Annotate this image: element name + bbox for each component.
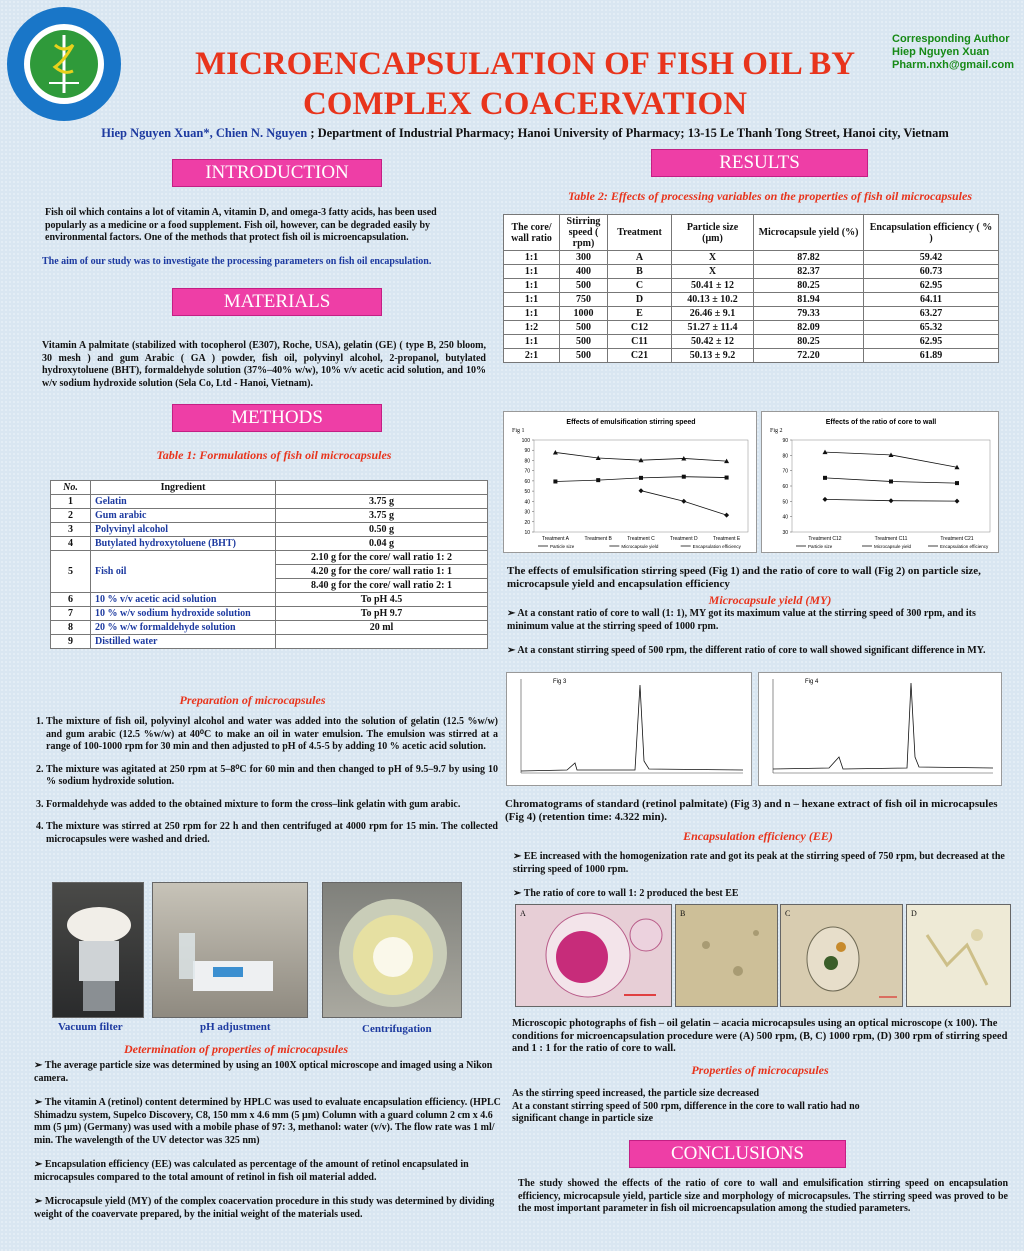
table-cell: 64.11 bbox=[864, 293, 999, 307]
authors-line bbox=[0, 126, 1024, 141]
row-ingredient: Polyvinyl alcohol bbox=[91, 523, 276, 537]
author-names: Hiep Nguyen Xuan*, Chien N. Nguyen bbox=[101, 126, 308, 140]
data-point bbox=[823, 476, 827, 480]
table-cell: C21 bbox=[608, 349, 672, 363]
row-amount: 8.40 g for the core/ wall ratio 2: 1 bbox=[276, 579, 488, 593]
table-row bbox=[51, 537, 488, 551]
my-point: ➢ At a constant stirring speed of 500 rpm, the different ratio of core to wall showed significant difference in MY. bbox=[507, 645, 986, 656]
table-row bbox=[51, 607, 488, 621]
photo-caption-vacuum: Vacuum filter bbox=[58, 1021, 123, 1033]
row-no: 1 bbox=[51, 495, 91, 509]
table-cell: 400 bbox=[560, 265, 608, 279]
table-cell: 51.27 ± 11.4 bbox=[672, 321, 754, 335]
y-tick-label: 40 bbox=[782, 514, 788, 521]
row-no: 7 bbox=[51, 607, 91, 621]
table-row bbox=[504, 307, 999, 321]
table1-caption: Table 1: Formulations of fish oil microcapsules bbox=[156, 448, 392, 462]
table-cell: 500 bbox=[560, 321, 608, 335]
table-cell: C11 bbox=[608, 335, 672, 349]
table-cell: X bbox=[672, 265, 754, 279]
legend-label: Encapsulation efficiency bbox=[940, 544, 989, 549]
chart-legend bbox=[796, 544, 989, 549]
table-cell: B bbox=[608, 265, 672, 279]
y-tick-label: 60 bbox=[524, 478, 530, 485]
my-heading: Microcapsule yield (MY) bbox=[708, 593, 832, 607]
ee-point: ➢ The ratio of core to wall 1: 2 produced the best EE bbox=[513, 888, 739, 899]
data-point bbox=[889, 479, 893, 483]
step-item: 4. The mixture was stirred at 250 rpm for 22 h and then centrifuged at 4000 rpm for 15 min. The collected microcapsules were washed and dried. bbox=[46, 821, 498, 846]
row-no: 6 bbox=[51, 593, 91, 607]
table-cell: 82.37 bbox=[754, 265, 864, 279]
table-row bbox=[504, 251, 999, 265]
table-row bbox=[51, 621, 488, 635]
x-tick-label: Treatment C bbox=[627, 536, 655, 542]
row-amount: 3.75 g bbox=[276, 509, 488, 523]
title-line-1: MICROENCAPSULATION OF FISH OIL BY bbox=[194, 46, 856, 82]
table-cell: C12 bbox=[608, 321, 672, 335]
determination-item: ➢ Encapsulation efficiency (EE) was calculated as percentage of the amount of retinol encapsulated in microcapsules compared to the total amount of retinol in fish oil material added. bbox=[34, 1159, 469, 1183]
row-amount: 4.20 g for the core/ wall ratio 1: 1 bbox=[276, 565, 488, 579]
row-no: 3 bbox=[51, 523, 91, 537]
corresponding-email: Pharm.nxh@gmail.com bbox=[892, 59, 1014, 71]
micrograph-label: C bbox=[785, 909, 791, 918]
properties-heading: Properties of microcapsules bbox=[691, 1063, 829, 1077]
table-row bbox=[51, 495, 488, 509]
table-cell: 60.73 bbox=[864, 265, 999, 279]
preparation-steps bbox=[32, 716, 498, 856]
table-cell: 26.46 ± 9.1 bbox=[672, 307, 754, 321]
table-header: Treatment bbox=[608, 215, 672, 251]
table-header: The core/ wall ratio bbox=[504, 215, 560, 251]
table-header: Ingredient bbox=[91, 481, 276, 495]
row-amount: To pH 9.7 bbox=[276, 607, 488, 621]
preparation-heading: Preparation of microcapsules bbox=[179, 693, 326, 707]
row-no: 2 bbox=[51, 509, 91, 523]
conclusions-text: The study showed the effects of the ratio of core to wall and emulsification stirring speed on encapsulation efficiency, microcapsule yield, particle size and morphology of microcapsules. The stirring speed was proved to be the most important parameter in fish oil microencapsulation among the studied parameters. bbox=[518, 1178, 1008, 1214]
table-header: Particle size (μm) bbox=[672, 215, 754, 251]
legend-label: Microcapsule yield bbox=[874, 544, 912, 549]
table-header: Encapsulation efficiency ( % ) bbox=[864, 215, 999, 251]
poster-title bbox=[150, 44, 900, 124]
x-tick-label: Treatment C12 bbox=[808, 536, 842, 542]
legend-label: Encapsulation efficiency bbox=[692, 544, 741, 549]
photo-caption-ph: pH adjustment bbox=[200, 1021, 271, 1033]
micrograph-label: D bbox=[911, 909, 917, 918]
corresponding-author bbox=[892, 33, 1014, 72]
affiliation: ; Department of Industrial Pharmacy; Hanoi University of Pharmacy; 13-15 Le Thanh Tong Street, Hanoi city, Vietnam bbox=[307, 126, 949, 140]
data-point bbox=[596, 478, 600, 482]
row-ingredient: 20 % w/w formaldehyde solution bbox=[91, 621, 276, 635]
legend-label: Particle size bbox=[808, 544, 833, 549]
chart-title: Effects of emulsification stirring speed bbox=[566, 419, 696, 426]
y-tick-label: 30 bbox=[782, 530, 788, 536]
methods-heading: METHODS bbox=[172, 404, 382, 432]
table-cell: 61.89 bbox=[864, 349, 999, 363]
chromatogram-fig4 bbox=[758, 672, 1002, 786]
fig4-label: Fig 4 bbox=[805, 679, 819, 685]
table-row bbox=[51, 593, 488, 607]
row-ingredient: 10 % v/v acetic acid solution bbox=[91, 593, 276, 607]
table-row bbox=[504, 279, 999, 293]
table-cell: 500 bbox=[560, 279, 608, 293]
table-row bbox=[504, 293, 999, 307]
ee-points bbox=[513, 851, 1009, 901]
legend-label: Microcapsule yield bbox=[621, 544, 659, 549]
results-heading: RESULTS bbox=[651, 149, 868, 177]
table-cell: 50.42 ± 12 bbox=[672, 335, 754, 349]
properties-line: As the stirring speed increased, the particle size decreased bbox=[512, 1088, 760, 1099]
introduction-aim: The aim of our study was to investigate the processing parameters on fish oil encapsulation. bbox=[42, 256, 432, 267]
chart-legend bbox=[538, 544, 742, 549]
figure-caption: The effects of emulsification stirring speed (Fig 1) and the ratio of core to wall (Fig 2) on particle size, microcapsule yield and encapsulation efficiency bbox=[507, 565, 981, 590]
corresponding-name: Hiep Nguyen Xuan bbox=[892, 46, 990, 58]
row-no: 5 bbox=[51, 551, 91, 593]
micrograph-label: A bbox=[520, 909, 526, 918]
x-tick-label: Treatment C11 bbox=[874, 536, 908, 542]
y-tick-label: 20 bbox=[524, 519, 530, 526]
corresponding-label: Corresponding Author bbox=[892, 33, 1010, 45]
table-cell: 40.13 ± 10.2 bbox=[672, 293, 754, 307]
introduction-text: Fish oil which contains a lot of vitamin A, vitamin D, and omega-3 fatty acids, has been used popularly as a medicine or a food supplement. Fish oil, however, can be degraded easily by environmental factors. One of the methods that protect fish oil is microencapsulation. bbox=[45, 207, 437, 243]
micrograph-caption: Microscopic photographs of fish – oil gelatin – acacia microcapsules using an optical microscope (x 100). The conditions for microencapsulation procedure were (A) 500 rpm, (B, C) 1000 rpm, (D) 300 rpm of stirring speed and 1 : 1 for the ratio of core to wall. bbox=[512, 1018, 1008, 1054]
table-header-row bbox=[504, 215, 999, 251]
table-cell: 81.94 bbox=[754, 293, 864, 307]
y-tick-label: 40 bbox=[524, 499, 530, 506]
table2-caption: Table 2: Effects of processing variables on the properties of fish oil microcapsules bbox=[568, 189, 972, 203]
table-header-row bbox=[51, 481, 488, 495]
determination-item: ➢ The vitamin A (retinol) content determined by HPLC was used to evaluate encapsulation efficiency. (HPLC Shimadzu system, Supelco Discovery, C8, 150 mm x 4.6 mm (5 μm) Column with a guard column 2 cm x 4.6 mm (5 μm) (Germany) was used with a mobile phase of 97: 3, methanol: water (v/v). The flow rate was 1 ml/ min. The wavelength of the UV detector was 325 nm) bbox=[34, 1097, 501, 1146]
ee-heading: Encapsulation efficiency (EE) bbox=[683, 829, 833, 843]
my-points bbox=[507, 608, 999, 658]
row-amount: 0.04 g bbox=[276, 537, 488, 551]
table-row bbox=[504, 265, 999, 279]
row-ingredient: 10 % w/v sodium hydroxide solution bbox=[91, 607, 276, 621]
data-point bbox=[725, 476, 729, 480]
table-cell: 1000 bbox=[560, 307, 608, 321]
table-cell: 63.27 bbox=[864, 307, 999, 321]
determination-heading: Determination of properties of microcapsules bbox=[124, 1042, 348, 1056]
photo-caption-centrifugation: Centrifugation bbox=[362, 1023, 432, 1035]
y-tick-label: 70 bbox=[524, 468, 530, 475]
y-tick-label: 100 bbox=[521, 438, 530, 444]
table-cell: 65.32 bbox=[864, 321, 999, 335]
table-cell: 80.25 bbox=[754, 335, 864, 349]
table-cell: 1:1 bbox=[504, 307, 560, 321]
row-ingredient: Fish oil bbox=[91, 551, 276, 593]
row-amount: 3.75 g bbox=[276, 495, 488, 509]
y-tick-label: 80 bbox=[782, 453, 788, 460]
row-no: 8 bbox=[51, 621, 91, 635]
legend-label: Particle size bbox=[550, 544, 575, 549]
x-tick-label: Treatment A bbox=[541, 536, 569, 542]
properties-text bbox=[512, 1088, 884, 1126]
micrograph-b bbox=[675, 904, 778, 1007]
chromatogram-caption: Chromatograms of standard (retinol palmitate) (Fig 3) and n – hexane extract of fish oil in microcapsules (Fig 4) (retention time: 4.322 min). bbox=[505, 798, 998, 823]
row-amount bbox=[276, 635, 488, 649]
properties-line: At a constant stirring speed of 500 rpm, difference in the core to wall ratio had no significant change in particle size bbox=[512, 1100, 860, 1124]
table-header bbox=[276, 481, 488, 495]
materials-text: Vitamin A palmitate (stabilized with tocopherol (E307), Roche, USA), gelatin (GE) ( type B, 250 bloom, 30 mesh ) and gum Arabic ( GA ) powder, fish oil, polyvinyl alcohol, 2-propanol, butylated hydroxytoluene (BHT), formaldehyde solution (37%–40% w/w), 10% v/v acetic acid solution, and 10% w/v sodium hydroxide solution (Sela Co, Ltd - Hanoi, Vietnam). bbox=[42, 340, 486, 389]
fig1-chart bbox=[503, 411, 757, 553]
table-cell: 50.41 ± 12 bbox=[672, 279, 754, 293]
x-tick-label: Treatment B bbox=[584, 536, 612, 542]
chart-figure-label: Fig 1 bbox=[512, 428, 525, 434]
table-cell: 2:1 bbox=[504, 349, 560, 363]
row-no: 9 bbox=[51, 635, 91, 649]
table-row bbox=[51, 509, 488, 523]
table-cell: X bbox=[672, 251, 754, 265]
row-ingredient: Gum arabic bbox=[91, 509, 276, 523]
row-amount: To pH 4.5 bbox=[276, 593, 488, 607]
y-tick-label: 10 bbox=[524, 530, 530, 536]
table-row bbox=[51, 523, 488, 537]
table-cell: 500 bbox=[560, 349, 608, 363]
step-item: 1. The mixture of fish oil, polyvinyl alcohol and water was added into the solution of gelatin (12.5 %w/w) and gum arabic (12.5 %w/w) at 40⁰C to make an oil in water emulsion. The emulsion was stirred at a range of 100-1000 rpm for 30 min and then adjusted to pH of 4.5-5 by adding 10 % acetic acid solution. bbox=[46, 716, 498, 754]
centrifugation-photo bbox=[322, 882, 462, 1018]
table-cell: 500 bbox=[560, 335, 608, 349]
row-ingredient: Gelatin bbox=[91, 495, 276, 509]
table-cell: 1:1 bbox=[504, 279, 560, 293]
determination-list bbox=[34, 1060, 506, 1221]
table-cell: 750 bbox=[560, 293, 608, 307]
table-cell: 300 bbox=[560, 251, 608, 265]
x-tick-label: Treatment E bbox=[712, 536, 741, 542]
table-cell: 72.20 bbox=[754, 349, 864, 363]
row-ingredient: Distilled water bbox=[91, 635, 276, 649]
step-item: 2. The mixture was agitated at 250 rpm at 5–8⁰C for 60 min and then changed to pH of 9.5–9.7 by using 10 % sodium hydroxide solution. bbox=[46, 764, 498, 789]
table-cell: 1:1 bbox=[504, 335, 560, 349]
row-amount: 2.10 g for the core/ wall ratio 1: 2 bbox=[276, 551, 488, 565]
row-ingredient: Butylated hydroxytoluene (BHT) bbox=[91, 537, 276, 551]
data-point bbox=[553, 479, 557, 483]
table-row bbox=[51, 551, 488, 565]
fig3-label: Fig 3 bbox=[553, 679, 567, 685]
table-cell: E bbox=[608, 307, 672, 321]
table-cell: 1:1 bbox=[504, 265, 560, 279]
data-point bbox=[639, 476, 643, 480]
y-tick-label: 90 bbox=[524, 448, 530, 455]
table-cell: C bbox=[608, 279, 672, 293]
determination-item: ➢ Microcapsule yield (MY) of the complex coacervation procedure in this study was determined by dividing weight of the coavervate prepared, by the initial weight of the materials used. bbox=[34, 1196, 495, 1220]
y-tick-label: 80 bbox=[524, 458, 530, 465]
introduction-heading: INTRODUCTION bbox=[172, 159, 382, 187]
data-point bbox=[955, 481, 959, 485]
chromatogram-fig3 bbox=[506, 672, 752, 786]
table-row bbox=[504, 349, 999, 363]
chart-figure-label: Fig 2 bbox=[770, 428, 783, 434]
table-cell: 62.95 bbox=[864, 335, 999, 349]
micrograph-c bbox=[780, 904, 903, 1007]
my-point: ➢ At a constant ratio of core to wall (1: 1), MY got its maximum value at the stirring speed of 300 rpm, and its minimum value at the stirring speed of 1000 rpm. bbox=[507, 608, 976, 632]
x-tick-label: Treatment C21 bbox=[940, 536, 974, 542]
y-tick-label: 50 bbox=[782, 499, 788, 506]
micrograph-label: B bbox=[680, 909, 686, 918]
table-cell: D bbox=[608, 293, 672, 307]
table-cell: 1:2 bbox=[504, 321, 560, 335]
table-header: Stirring speed ( rpm) bbox=[560, 215, 608, 251]
step-item: 3. Formaldehyde was added to the obtained mixture to form the cross–link gelatin with gum arabic. bbox=[46, 799, 498, 812]
y-tick-label: 30 bbox=[524, 509, 530, 516]
micrograph-d bbox=[906, 904, 1011, 1007]
university-logo bbox=[5, 5, 123, 123]
table-row bbox=[504, 335, 999, 349]
table-cell: 79.33 bbox=[754, 307, 864, 321]
y-tick-label: 50 bbox=[524, 489, 530, 496]
table-cell: 87.82 bbox=[754, 251, 864, 265]
table-cell: 59.42 bbox=[864, 251, 999, 265]
formulation-table bbox=[50, 480, 488, 649]
data-point bbox=[682, 475, 686, 479]
table-cell: 62.95 bbox=[864, 279, 999, 293]
table-cell: 50.13 ± 9.2 bbox=[672, 349, 754, 363]
vacuum-filter-photo bbox=[52, 882, 144, 1018]
table-cell: 80.25 bbox=[754, 279, 864, 293]
chart-title: Effects of the ratio of core to wall bbox=[825, 419, 937, 426]
table-cell: A bbox=[608, 251, 672, 265]
row-amount: 20 ml bbox=[276, 621, 488, 635]
table-header: No. bbox=[51, 481, 91, 495]
title-line-2: COMPLEX COACERVATION bbox=[302, 86, 748, 122]
table-cell: 82.09 bbox=[754, 321, 864, 335]
micrograph-a bbox=[515, 904, 672, 1007]
y-tick-label: 70 bbox=[782, 468, 788, 475]
row-amount: 0.50 g bbox=[276, 523, 488, 537]
row-no: 4 bbox=[51, 537, 91, 551]
y-tick-label: 60 bbox=[782, 484, 788, 490]
determination-item: ➢ The average particle size was determined by using an 100X optical microscope and imaged using a Nikon camera. bbox=[34, 1060, 493, 1084]
ph-meter-photo bbox=[152, 882, 308, 1018]
results-table bbox=[503, 214, 999, 363]
ee-point: ➢ EE increased with the homogenization rate and got its peak at the stirring speed of 750 rpm, but decreased at the stirring speed of 1000 rpm. bbox=[513, 851, 1005, 875]
materials-heading: MATERIALS bbox=[172, 288, 382, 316]
table-row bbox=[51, 635, 488, 649]
table-header: Microcapsule yield (%) bbox=[754, 215, 864, 251]
table-cell: 1:1 bbox=[504, 251, 560, 265]
table-row bbox=[504, 321, 999, 335]
fig2-chart bbox=[761, 411, 999, 553]
conclusions-heading: CONCLUSIONS bbox=[629, 1140, 846, 1168]
x-tick-label: Treatment D bbox=[669, 536, 698, 542]
table-cell: 1:1 bbox=[504, 293, 560, 307]
y-tick-label: 90 bbox=[782, 438, 788, 444]
